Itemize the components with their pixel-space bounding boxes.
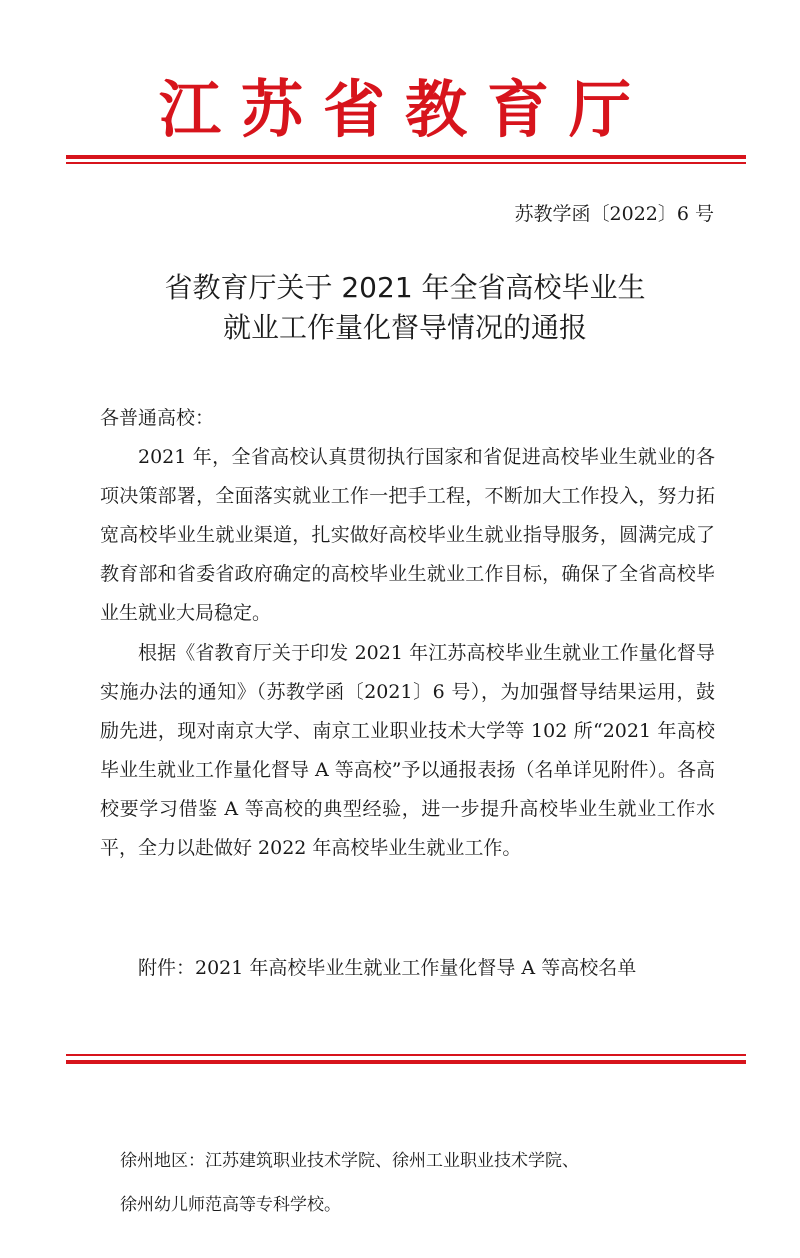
- region-listing-line-2: 徐州幼儿师范高等专科学校。: [120, 1195, 341, 1215]
- document-title: [60, 268, 750, 348]
- attachment-note: 附件：2021 年高校毕业生就业工作量化督导 A 等高校名单: [138, 957, 637, 979]
- region-listing-line-1: 徐州地区：江苏建筑职业技术学院、徐州工业职业技术学院、: [120, 1151, 579, 1171]
- document-number: 苏教学函〔2022〕6 号: [514, 203, 714, 225]
- title-line-2: 就业工作量化督导情况的通报: [222, 311, 587, 344]
- masthead-title: 江苏省教育厅: [158, 73, 651, 146]
- footer-rule-thin: [66, 1054, 746, 1056]
- body-paragraph-2: 根据《省教育厅关于印发 2021 年江苏高校毕业生就业工作量化督导实施办法的通知》（苏教学函〔2021〕6 号），为加强督导结果运用，鼓励先进，现对南京大学、南京工业职业技术大学等 102 所“2021 年高校毕业生就业工作量化督导 A 等高校”予以通报表扬（名单详见附件）。各高校要学习借鉴 A 等高校的典型经验，进一步提升高校毕业生就业工作水平，全力以赴做好 2022 年高校毕业生就业工作。: [100, 642, 716, 859]
- footer-rule-thick: [66, 1060, 746, 1064]
- header-rule-thin: [66, 162, 746, 164]
- title-line-1: 省教育厅关于 2021 年全省高校毕业生: [164, 271, 646, 304]
- body-paragraph-1: 2021 年，全省高校认真贯彻执行国家和省促进高校毕业生就业的各项决策部署，全面落实就业工作一把手工程，不断加大工作投入，努力拓宽高校毕业生就业渠道，扎实做好高校毕业生就业指导服务，圆满完成了教育部和省委省政府确定的高校毕业生就业工作目标，确保了全省高校毕业生就业大局稳定。: [100, 446, 715, 624]
- salutation: 各普通高校：: [100, 407, 215, 429]
- header-rule-thick: [66, 155, 746, 159]
